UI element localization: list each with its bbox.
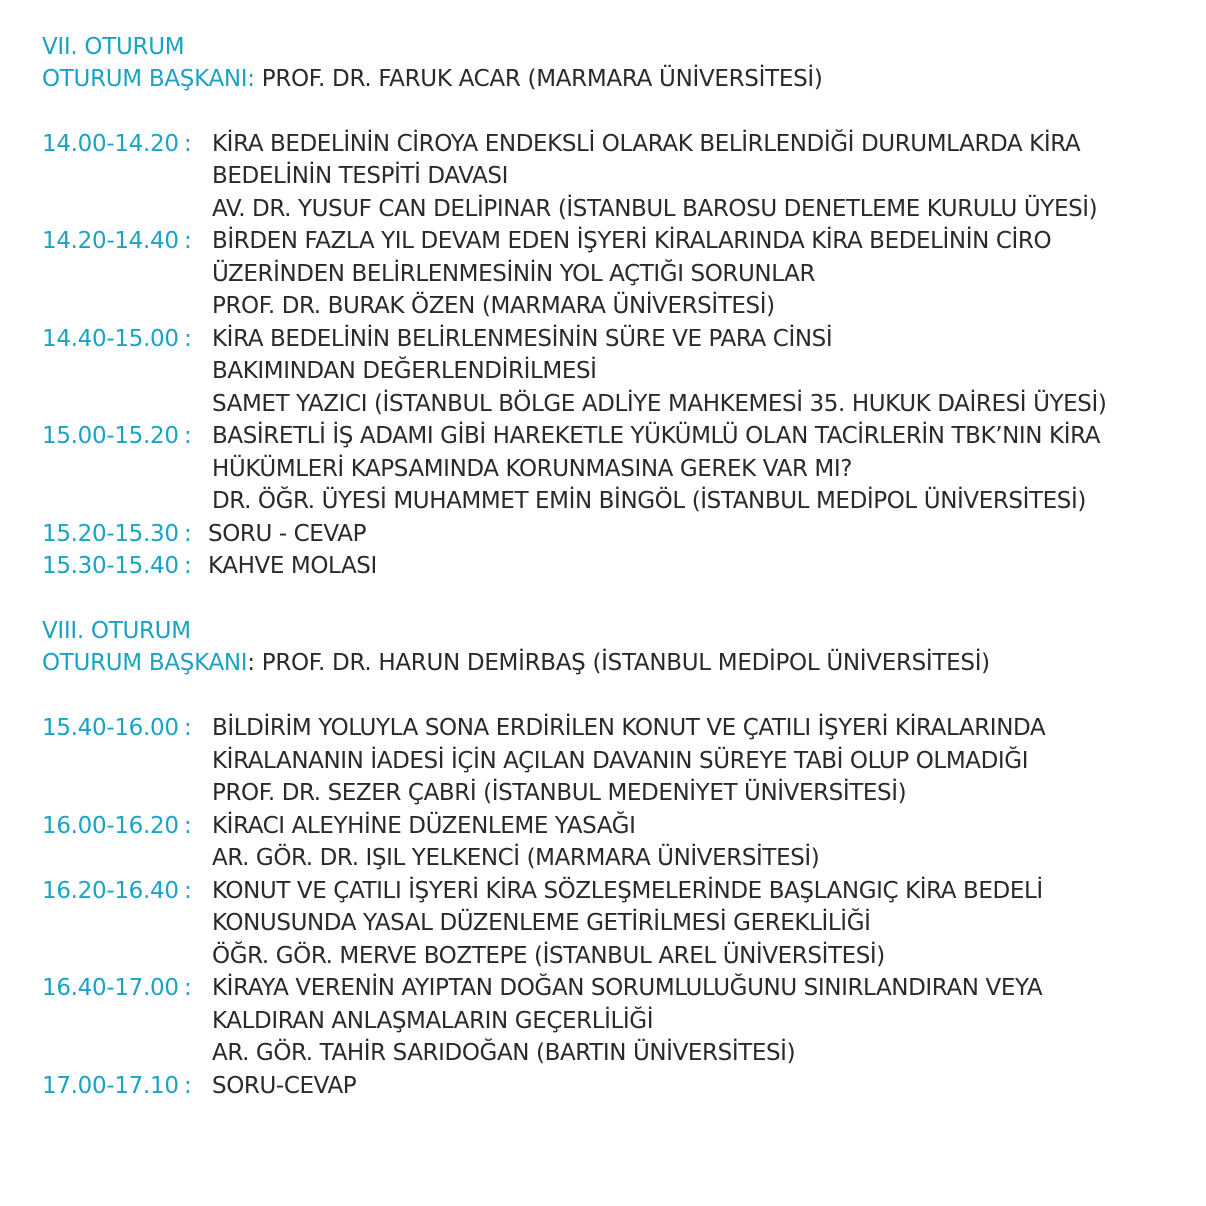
speaker-line: PROF. DR. BURAK ÖZEN (MARMARA ÜNİVERSİTESİ) <box>212 293 775 319</box>
session-8-chair <box>42 647 990 679</box>
time-slot: 14.00-14.20 <box>42 131 179 157</box>
session-8-title: VIII. OTURUM <box>42 618 191 644</box>
speaker-line: ÖĞR. GÖR. MERVE BOZTEPE (İSTANBUL AREL ÜNİVERSİTESİ) <box>212 943 885 969</box>
separator: : <box>184 521 192 547</box>
separator: : <box>184 878 192 904</box>
speaker-line: SAMET YAZICI (İSTANBUL BÖLGE ADLİYE MAHKEMESİ 35. HUKUK DAİRESİ ÜYESİ) <box>212 391 1107 417</box>
time-slot: 15.40-16.00 <box>42 715 179 741</box>
separator: : <box>184 715 192 741</box>
time-slot: 15.20-15.30 <box>42 521 179 547</box>
session-7-chair-name: PROF. DR. FARUK ACAR (MARMARA ÜNİVERSİTESİ) <box>261 66 823 92</box>
separator: : <box>184 1073 192 1099</box>
speaker-line: AR. GÖR. TAHİR SARIDOĞAN (BARTIN ÜNİVERSİTESİ) <box>212 1040 796 1066</box>
session-8-chair-sep: : <box>247 650 255 676</box>
speaker-line: PROF. DR. SEZER ÇABRİ (İSTANBUL MEDENİYET ÜNİVERSİTESİ) <box>212 780 907 806</box>
break-label: SORU - CEVAP <box>208 521 367 547</box>
talk-title-line: BİLDİRİM YOLUYLA SONA ERDİRİLEN KONUT VE ÇATILI İŞYERİ KİRALARINDA <box>212 715 1046 741</box>
separator: : <box>184 131 192 157</box>
speaker-line: DR. ÖĞR. ÜYESİ MUHAMMET EMİN BİNGÖL (İSTANBUL MEDİPOL ÜNİVERSİTESİ) <box>212 488 1086 514</box>
talk-title-line: KALDIRAN ANLAŞMALARIN GEÇERLİLİĞİ <box>212 1008 654 1034</box>
time-slot: 15.00-15.20 <box>42 423 179 449</box>
talk-title-line: BASİRETLİ İŞ ADAMI GİBİ HAREKETLE YÜKÜMLÜ OLAN TACİRLERİN TBK’NIN KİRA <box>212 423 1101 449</box>
break-label: KAHVE MOLASI <box>208 553 377 579</box>
talk-title-line: KİRALANANIN İADESİ İÇİN AÇILAN DAVANIN SÜREYE TABİ OLUP OLMADIĞI <box>212 748 1029 774</box>
session-8-chair-name: PROF. DR. HARUN DEMİRBAŞ (İSTANBUL MEDİPOL ÜNİVERSİTESİ) <box>261 650 990 676</box>
talk-title-line: BEDELİNİN TESPİTİ DAVASI <box>212 163 508 189</box>
talk-title-line: KONUSUNDA YASAL DÜZENLEME GETİRİLMESİ GEREKLİLİĞİ <box>212 910 871 936</box>
separator: : <box>184 326 192 352</box>
session-7-chair <box>42 63 823 95</box>
time-slot: 16.00-16.20 <box>42 813 179 839</box>
time-slot: 16.20-16.40 <box>42 878 179 904</box>
talk-title-line: KİRA BEDELİNİN BELİRLENMESİNİN SÜRE VE PARA CİNSİ <box>212 326 833 352</box>
session-8-chair-label: OTURUM BAŞKANI <box>42 650 248 676</box>
separator: : <box>184 228 192 254</box>
separator: : <box>184 975 192 1001</box>
talk-title-line: KİRACI ALEYHİNE DÜZENLEME YASAĞI <box>212 813 636 839</box>
talk-title-line: KİRAYA VERENİN AYIPTAN DOĞAN SORUMLULUĞUNU SINIRLANDIRAN VEYA <box>212 975 1043 1001</box>
speaker-line: AR. GÖR. DR. IŞIL YELKENCİ (MARMARA ÜNİVERSİTESİ) <box>212 845 820 871</box>
talk-title-line: KONUT VE ÇATILI İŞYERİ KİRA SÖZLEŞMELERİNDE BAŞLANGIÇ KİRA BEDELİ <box>212 878 1043 904</box>
talk-title-line: ÜZERİNDEN BELİRLENMESİNİN YOL AÇTIĞI SORUNLAR <box>212 261 816 287</box>
session-7-chair-label: OTURUM BAŞKANI: <box>42 66 255 92</box>
time-slot: 15.30-15.40 <box>42 553 179 579</box>
time-slot: 16.40-17.00 <box>42 975 179 1001</box>
speaker-line: AV. DR. YUSUF CAN DELİPINAR (İSTANBUL BAROSU DENETLEME KURULU ÜYESİ) <box>212 196 1098 222</box>
separator: : <box>184 553 192 579</box>
separator: : <box>184 813 192 839</box>
session-7-title: VII. OTURUM <box>42 34 185 60</box>
time-slot: 17.00-17.10 <box>42 1073 179 1099</box>
separator: : <box>184 423 192 449</box>
talk-title-line: KİRA BEDELİNİN CİROYA ENDEKSLİ OLARAK BELİRLENDİĞİ DURUMLARDA KİRA <box>212 131 1081 157</box>
talk-title-line: BİRDEN FAZLA YIL DEVAM EDEN İŞYERİ KİRALARINDA KİRA BEDELİNİN CİRO <box>212 228 1052 254</box>
time-slot: 14.40-15.00 <box>42 326 179 352</box>
talk-title-line: HÜKÜMLERİ KAPSAMINDA KORUNMASINA GEREK VAR MI? <box>212 456 853 482</box>
time-slot: 14.20-14.40 <box>42 228 179 254</box>
break-label: SORU-CEVAP <box>212 1073 357 1099</box>
talk-title-line: BAKIMINDAN DEĞERLENDİRİLMESİ <box>212 358 597 384</box>
